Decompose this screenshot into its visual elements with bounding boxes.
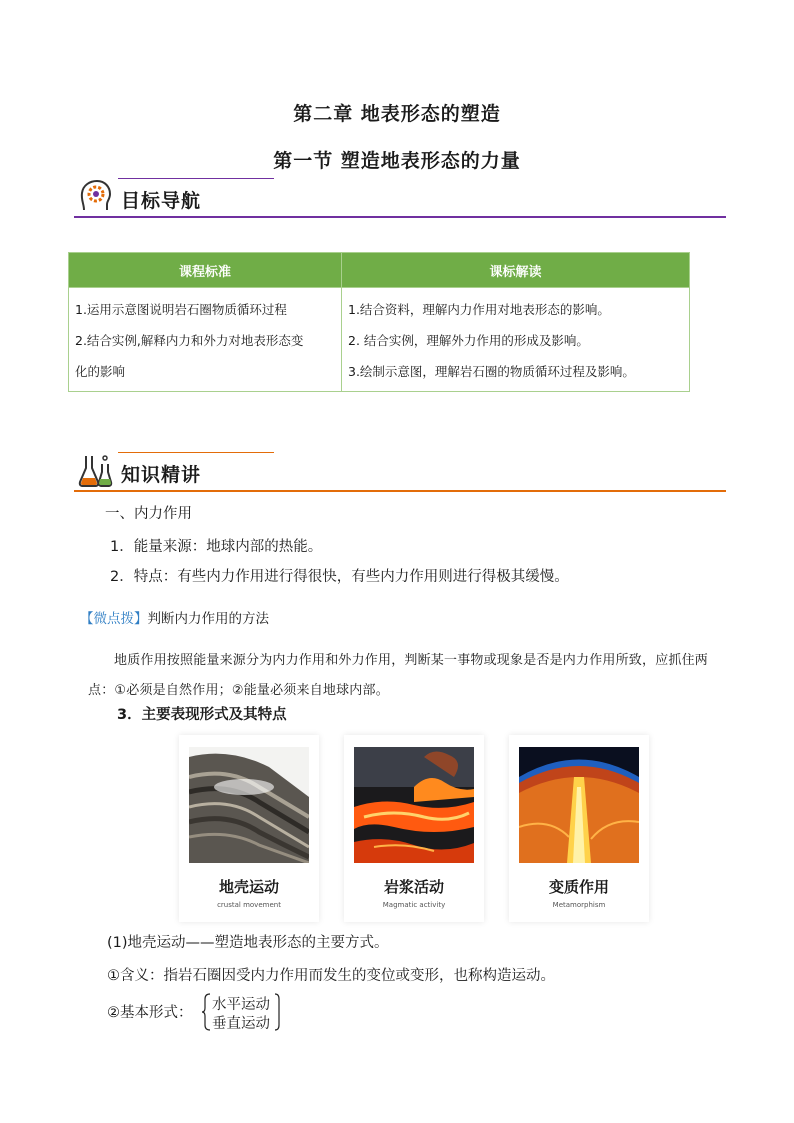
knowledge-underline [74, 490, 726, 492]
chapter-title: 第二章 地表形态的塑造 [293, 103, 501, 125]
standard-line-1: 1.运用示意图说明岩石圈物质循环过程 [75, 302, 287, 317]
interpretation-line-1: 1.结合资料，理解内力作用对地表形态的影响。 [348, 302, 610, 317]
goals-section-header [74, 178, 726, 218]
card-title: 变质作用 [548, 878, 609, 896]
card-subtitle: Magmatic activity [382, 901, 446, 909]
knowledge-section-header [74, 452, 726, 492]
goals-top-line [118, 178, 274, 179]
table-header-interpretation: 课标解读 [342, 253, 690, 288]
right-bracket-icon [274, 993, 282, 1031]
card-metamorphism [509, 735, 649, 922]
goals-underline [74, 216, 726, 218]
card-crustal-movement [179, 735, 319, 922]
heading-internal-force: 一、内力作用 [105, 506, 192, 522]
course-standard-table [68, 252, 690, 392]
basic-forms-label: ②基本形式： [107, 1005, 193, 1021]
goals-header-label: 目标导航 [121, 190, 202, 212]
rock-strata-image [189, 747, 309, 863]
tip-title: 判断内力作用的方法 [147, 611, 269, 627]
standard-line-3: 化的影响 [75, 364, 126, 379]
tip-tag: 【微点拨】 [80, 611, 148, 627]
standard-line-2: 2.结合实例,解释内力和外力对地表形态变 [75, 333, 304, 348]
head-gear-icon [78, 178, 114, 214]
card-subtitle: crustal movement [217, 901, 281, 909]
tip-paragraph: 地质作用按照能量来源分为内力作用和外力作用，判断某一事物或现象是否是内力作用所致，应抓住两点：①必须是自然作用；②能量必须来自地球内部。 [88, 653, 709, 698]
crustal-movement-line: (1)地壳运动——塑造地表形态的主要方式。 [107, 935, 389, 951]
definition-line: ①含义：指岩石圈因受内力作用而发生的变位或变形，也称构造运动。 [107, 968, 555, 984]
section-title: 第一节 塑造地表形态的力量 [273, 150, 521, 172]
flask-icon [78, 452, 114, 488]
point-main-forms: 3．主要表现形式及其特点 [117, 707, 287, 723]
form-vertical: 垂直运动 [212, 1016, 270, 1032]
earth-interior-image [519, 747, 639, 863]
lava-flow-image [354, 747, 474, 863]
card-subtitle: Metamorphism [552, 901, 606, 909]
table-cell-interpretation [342, 288, 690, 392]
left-brace-icon [202, 993, 212, 1031]
form-horizontal: 水平运动 [212, 997, 270, 1013]
knowledge-top-line [118, 452, 274, 453]
knowledge-header-label: 知识精讲 [121, 464, 202, 486]
card-title: 岩浆活动 [383, 878, 444, 896]
point-characteristics: 2．特点：有些内力作用进行得很快，有些内力作用则进行得极其缓慢。 [110, 569, 569, 585]
basic-forms-brace [202, 993, 282, 1031]
table-header-standard: 课程标准 [69, 253, 342, 288]
interpretation-line-2: 2. 结合实例，理解外力作用的形成及影响。 [348, 333, 589, 348]
tip-line [80, 607, 269, 627]
point-energy-source: 1．能量来源：地球内部的热能。 [110, 539, 323, 555]
card-magmatic-activity [344, 735, 484, 922]
interpretation-line-3: 3.绘制示意图，理解岩石圈的物质循环过程及影响。 [348, 364, 635, 379]
table-cell-standard [69, 288, 342, 392]
card-title: 地壳运动 [218, 878, 279, 896]
